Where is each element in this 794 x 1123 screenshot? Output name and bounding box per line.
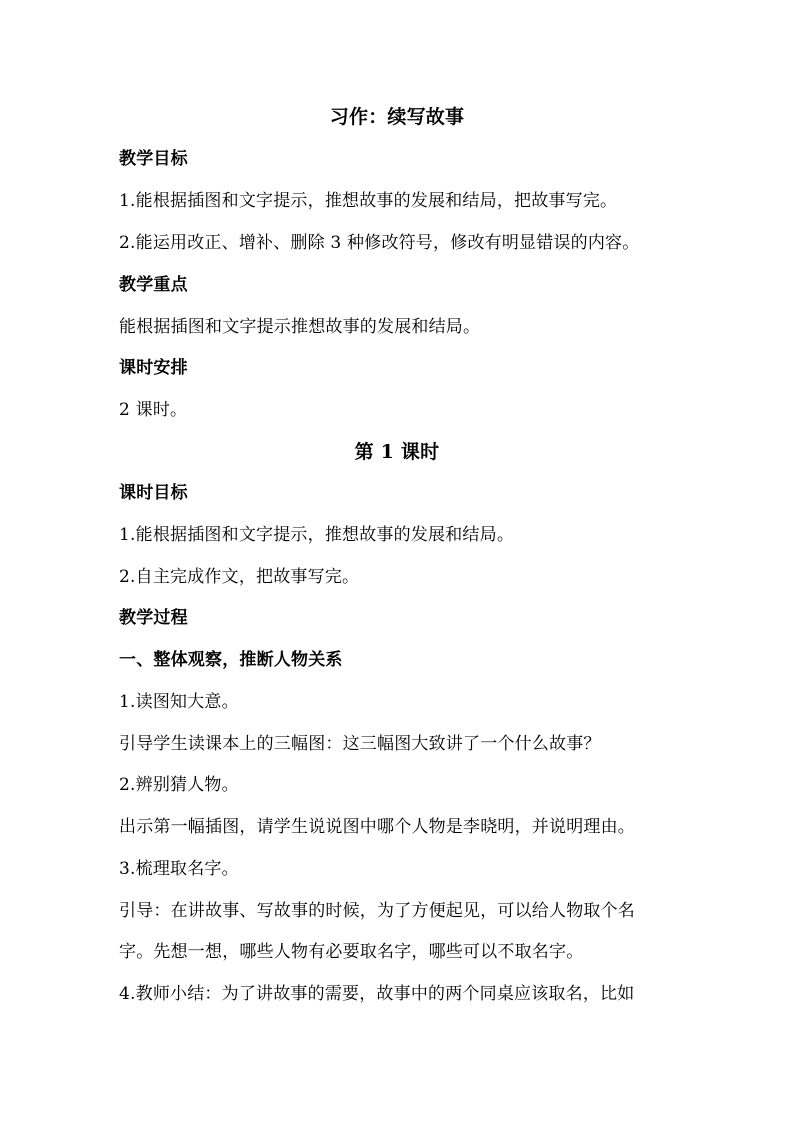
step-2: 2.辨别猜人物。 (119, 775, 239, 795)
step-2-text: 出示第一幅插图，请学生说说图中哪个人物是李晓明，并说明理由。 (119, 817, 635, 837)
heading-schedule: 课时安排 (119, 358, 188, 378)
heading-teaching-focus: 教学重点 (119, 275, 188, 295)
step-3: 3.梳理取名字。 (119, 859, 239, 879)
paragraph-goal-2: 2.能运用改正、增补、删除 3 种修改符号，修改有明显错误的内容。 (119, 233, 640, 253)
lesson-title: 第 1 课时 (354, 441, 440, 463)
paragraph-lesson-goal-1: 1.能根据插图和文字提示，推想故事的发展和结局。 (119, 525, 515, 545)
step-1: 1.读图知大意。 (119, 692, 239, 712)
heading-process: 教学过程 (119, 608, 188, 628)
document-title: 习作：续写故事 (329, 106, 465, 128)
paragraph-goal-1: 1.能根据插图和文字提示，推想故事的发展和结局，把故事写完。 (119, 191, 618, 211)
paragraph-lesson-goal-2: 2.自主完成作文，把故事写完。 (119, 567, 360, 587)
step-1-text: 引导学生读课本上的三幅图：这三幅图大致讲了一个什么故事？ (119, 734, 601, 754)
step-3-text-line-2: 字。先想一想，哪些人物有必要取名字，哪些可以不取名字。 (119, 942, 584, 962)
paragraph-schedule: 2 课时。 (119, 400, 188, 420)
step-3-text-line-1: 引导：在讲故事、写故事的时候，为了方便起见，可以给人物取个名 (119, 901, 635, 921)
heading-lesson-goals: 课时目标 (119, 483, 188, 503)
step-4: 4.教师小结：为了讲故事的需要，故事中的两个同桌应该取名，比如 (119, 984, 635, 1004)
heading-teaching-goals: 教学目标 (119, 149, 188, 169)
paragraph-focus: 能根据插图和文字提示推想故事的发展和结局。 (119, 317, 481, 337)
heading-part-1: 一、整体观察，推断人物关系 (119, 650, 343, 670)
